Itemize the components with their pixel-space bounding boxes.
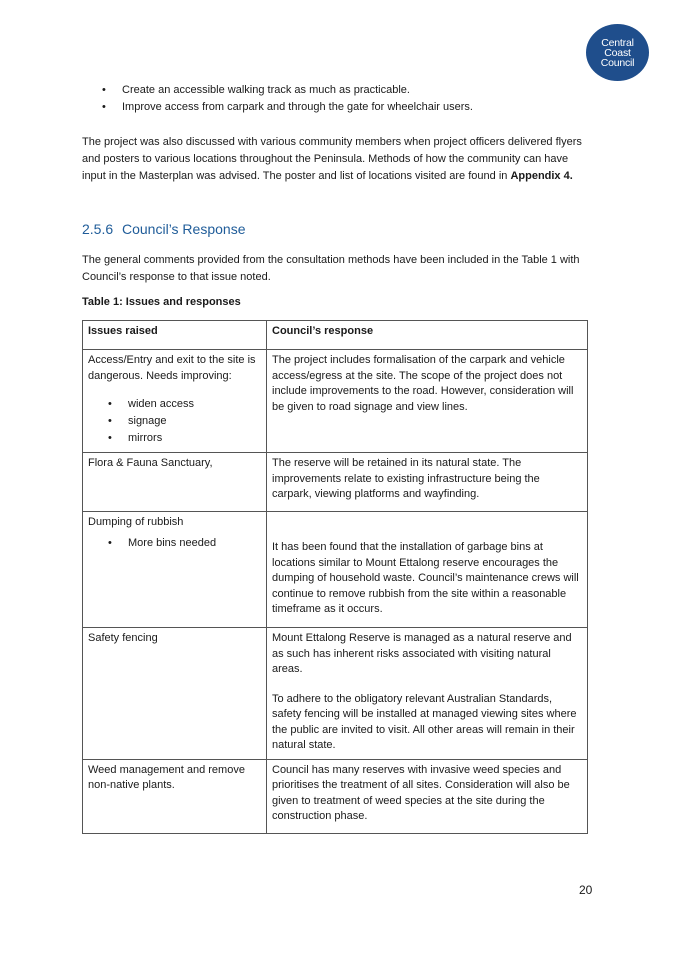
issue-cell: Flora & Fauna Sanctuary, bbox=[83, 453, 267, 512]
table-title: Table 1: Issues and responses bbox=[82, 296, 241, 308]
list-item: • Create an accessible walking track as much as practicable. bbox=[98, 82, 473, 99]
community-paragraph bbox=[82, 134, 594, 185]
table-row bbox=[83, 512, 588, 628]
issues-table bbox=[82, 320, 588, 834]
response-text: The reserve will be retained in its natural state. The improvements relate to existing infrastructure being the carpark, viewing platforms and wayfinding. bbox=[272, 457, 540, 500]
list-item: • signage bbox=[88, 413, 261, 430]
issue-text: Access/Entry and exit to the site is dangerous. Needs improving: bbox=[88, 354, 256, 382]
central-coast-council-logo bbox=[586, 24, 649, 81]
column-header-issues: Issues raised bbox=[83, 321, 267, 350]
table-row bbox=[83, 759, 588, 833]
section-title: Council’s Response bbox=[122, 221, 246, 237]
list-item: • mirrors bbox=[88, 430, 261, 447]
issue-cell bbox=[83, 512, 267, 628]
list-item: • widen access bbox=[88, 396, 261, 413]
appendix-reference: Appendix 4. bbox=[510, 170, 573, 182]
paragraph-text: The project was also discussed with various community members when project officers delivered flyers and posters to various locations throughout the Peninsula. Methods of how the community can have input in the Masterplan was advised. The poster and list of locations visited are found in bbox=[82, 136, 582, 182]
page-number: 20 bbox=[579, 883, 593, 897]
table-header-row bbox=[83, 321, 588, 350]
issue-items bbox=[88, 396, 261, 447]
logo-line-3: Council bbox=[600, 56, 635, 69]
issue-cell bbox=[83, 350, 267, 453]
section-number: 2.5.6 bbox=[82, 221, 114, 237]
issue-text: Dumping of rubbish bbox=[88, 516, 184, 528]
table-row bbox=[83, 628, 588, 760]
response-text: The project includes formalisation of the carpark and vehicle access/egress at the site. The scope of the project does not include improvements to the road. However, consideration will be given to road signage and view lines. bbox=[272, 354, 574, 413]
response-text: Mount Ettalong Reserve is managed as a natural reserve and as such has inherent risks associated with visiting natural areas. bbox=[272, 632, 572, 675]
section-heading bbox=[82, 220, 245, 238]
table-row bbox=[83, 350, 588, 453]
issue-items bbox=[88, 535, 261, 552]
response-cell bbox=[267, 350, 588, 453]
response-text: It has been found that the installation of garbage bins at locations similar to Mount Ettalong reserve encourages the dumping of household waste. Council’s maintenance crews will continue to remove rubbish from the site within a reasonable timeframe as it occurs. bbox=[272, 541, 579, 615]
response-cell bbox=[267, 759, 588, 833]
logo-line-2: Coast bbox=[604, 46, 631, 59]
general-comments-paragraph: The general comments provided from the consultation methods have been included in the Table 1 with Council’s response to that issue noted. bbox=[82, 254, 580, 283]
issue-cell: Weed management and remove non-native plants. bbox=[83, 759, 267, 833]
response-cell bbox=[267, 512, 588, 628]
list-item: • Improve access from carpark and through the gate for wheelchair users. bbox=[98, 99, 473, 116]
list-item: • More bins needed bbox=[88, 535, 261, 552]
response-cell bbox=[267, 453, 588, 512]
response-cell bbox=[267, 628, 588, 760]
intro-bullet-list bbox=[98, 82, 473, 116]
column-header-response: Council’s response bbox=[267, 321, 588, 350]
issue-cell: Safety fencing bbox=[83, 628, 267, 760]
logo-line-1: Central bbox=[601, 36, 634, 49]
response-text: To adhere to the obligatory relevant Australian Standards, safety fencing will be installed at managed viewing sites where the public are invited to visit. All other areas will remain in their natural state. bbox=[272, 692, 577, 751]
response-text: Council has many reserves with invasive weed species and prioritises the treatment of all sites. Consideration will also be given to treatment of weed species at the site during the construction phase. bbox=[272, 763, 570, 822]
table-row bbox=[83, 453, 588, 512]
